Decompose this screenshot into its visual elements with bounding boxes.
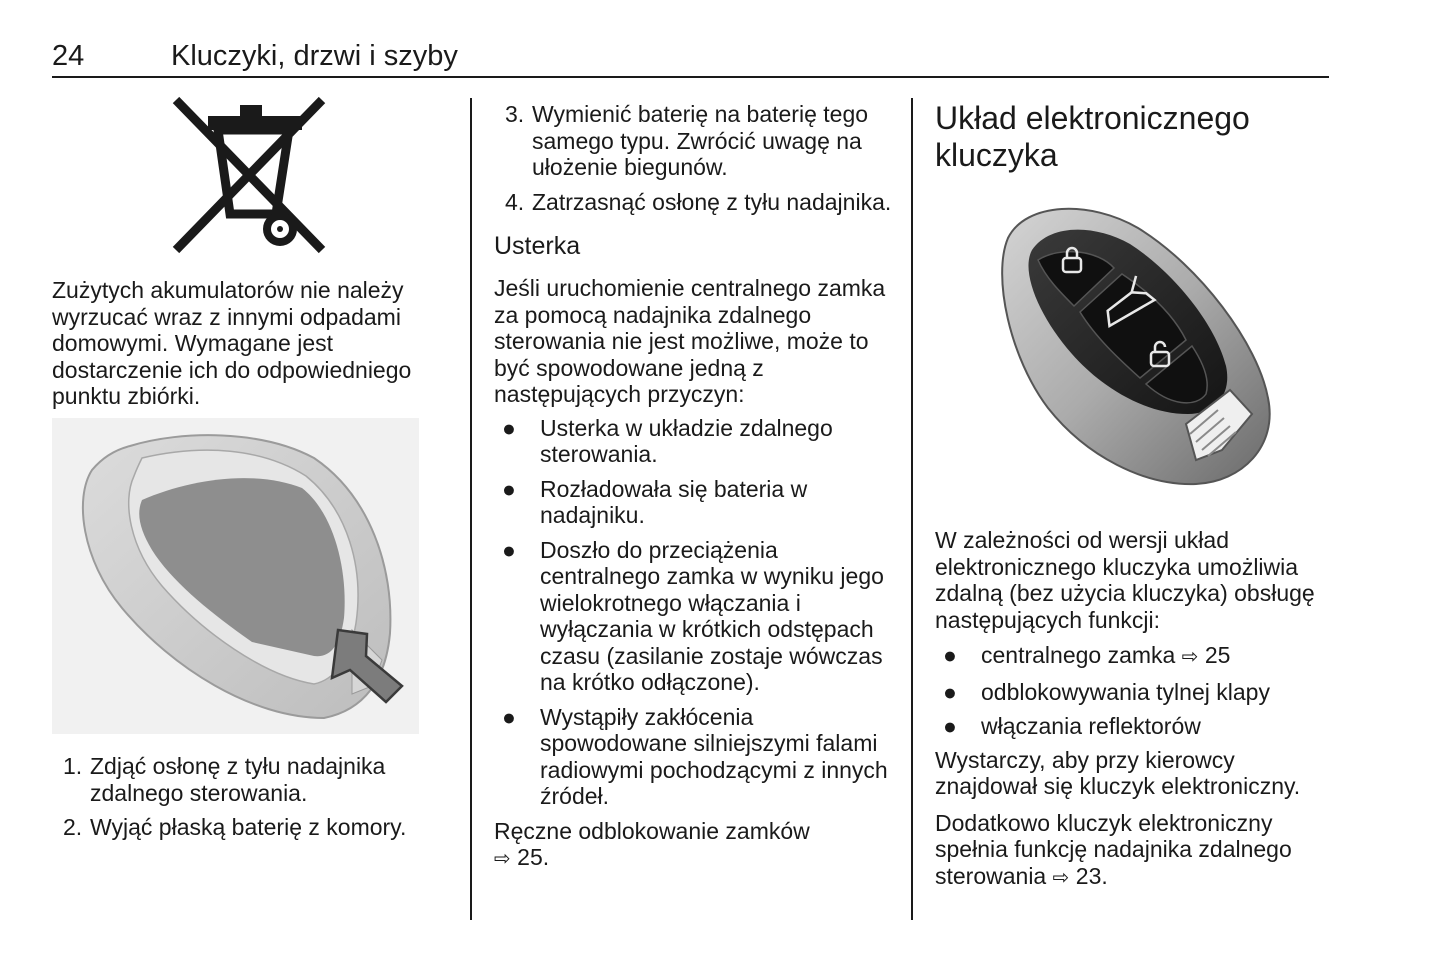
step-text: Zatrzasnąć osłonę z tyłu nadajnika. <box>532 188 892 215</box>
page-link[interactable]: 23. <box>1075 862 1108 889</box>
header-rule <box>52 76 1329 78</box>
list-item <box>494 415 904 468</box>
electronic-key-functions-list <box>935 642 1335 740</box>
bullet-mark: ● <box>502 703 516 730</box>
recycle-notice: Zużytych akumulatorów nie należy wyrzucać wraz z innymi odpadami domowymi. Wymagane jest dostarczenie ich do odpowiedniego punktu zbiórki. <box>52 277 412 409</box>
step-item <box>52 814 462 841</box>
column-divider-2 <box>911 98 913 920</box>
list-item-text: Wystąpiły zakłócenia spowodowane silniejszymi falami radiowymi pochodzącymi z innych źródeł. <box>540 703 888 809</box>
list-item-text: Rozładowała się bateria w nadajniku. <box>540 475 808 528</box>
bullet-mark: ● <box>943 678 957 705</box>
electronic-key-intro: W zależności od wersji układ elektronicznego kluczyka umożliwia zdalną (bez użycia kluczyka) obsługę następujących funkcji: <box>935 527 1315 633</box>
page-title: Kluczyki, drzwi i szyby <box>171 40 458 72</box>
bullet-mark: ● <box>943 642 957 668</box>
step-number: 1. <box>63 753 83 779</box>
manual-unlock-reference <box>494 818 904 873</box>
step-number: 4. <box>505 188 525 215</box>
page-link[interactable]: 25. <box>517 844 550 870</box>
step-number: 2. <box>63 814 83 840</box>
list-item <box>494 537 904 696</box>
step-text: Wyjąć płaską baterię z komory. <box>90 814 407 840</box>
proximity-paragraph: Wystarczy, aby przy kierowcy znajdował się kluczyk elektroniczny. <box>935 746 1301 799</box>
step-item <box>494 189 904 216</box>
ref-arrow-icon: ⇨ <box>1181 646 1199 668</box>
bullet-mark: ● <box>502 414 516 441</box>
list-item-text: Doszło do przeciążenia centralnego zamka w wyniku jego wielokrotnego włączania i wyłączania w krótkich odstępach czasu (zasilanie zostaje wówczas na krótko odłączone). <box>540 536 884 695</box>
fault-intro: Jeśli uruchomienie centralnego zamka za pomocą nadajnika zdalnego sterowania nie jest możliwe, może to być spowodowane jedną z następujących przyczyn: <box>494 275 886 407</box>
step-text: Zdjąć osłonę z tyłu nadajnika zdalnego sterowania. <box>90 753 386 806</box>
electronic-key-illustration <box>990 194 1280 490</box>
section-heading-electronic-key: Układ elektronicznego kluczyka <box>935 100 1250 173</box>
bullet-mark: ● <box>943 713 957 739</box>
step-item <box>494 101 904 181</box>
list-item-text: centralnego zamka <box>981 642 1176 668</box>
list-item <box>494 704 904 810</box>
list-item <box>935 679 1335 706</box>
list-item <box>935 642 1335 671</box>
list-item <box>494 476 904 529</box>
key-fob-battery-cover-illustration <box>52 418 419 734</box>
list-item-text: odblokowywania tylnej klapy <box>981 678 1270 705</box>
ref-arrow-icon: ⇨ <box>1052 866 1070 889</box>
page-link[interactable]: 25 <box>1204 642 1231 668</box>
remote-function-text: Dodatkowo kluczyk elektroniczny spełnia funkcję nadajnika zdalnego sterowania <box>935 809 1292 889</box>
bullet-mark: ● <box>502 475 516 502</box>
step-number: 3. <box>505 101 525 127</box>
remote-function-paragraph <box>935 810 1335 892</box>
section-heading-usterka: Usterka <box>494 232 581 260</box>
manual-unlock-text: Ręczne odblokowanie zamków <box>494 817 810 844</box>
list-item <box>935 713 1335 740</box>
step-item <box>52 753 462 806</box>
step-text: Wymienić baterię na baterię tego samego typu. Zwrócić uwagę na ułożenie biegunów. <box>532 101 869 180</box>
fault-causes-list <box>494 415 904 810</box>
ref-arrow-icon: ⇨ <box>494 848 511 870</box>
bullet-mark: ● <box>502 536 516 563</box>
list-item-text: włączania reflektorów <box>981 713 1201 739</box>
page-number: 24 <box>52 40 85 72</box>
crossed-bin-icon <box>168 96 330 254</box>
battery-steps-list-1 <box>52 753 462 841</box>
column-divider-1 <box>470 98 472 920</box>
list-item-text: Usterka w układzie zdalnego sterowania. <box>540 414 833 467</box>
battery-steps-list-2 <box>494 101 904 215</box>
